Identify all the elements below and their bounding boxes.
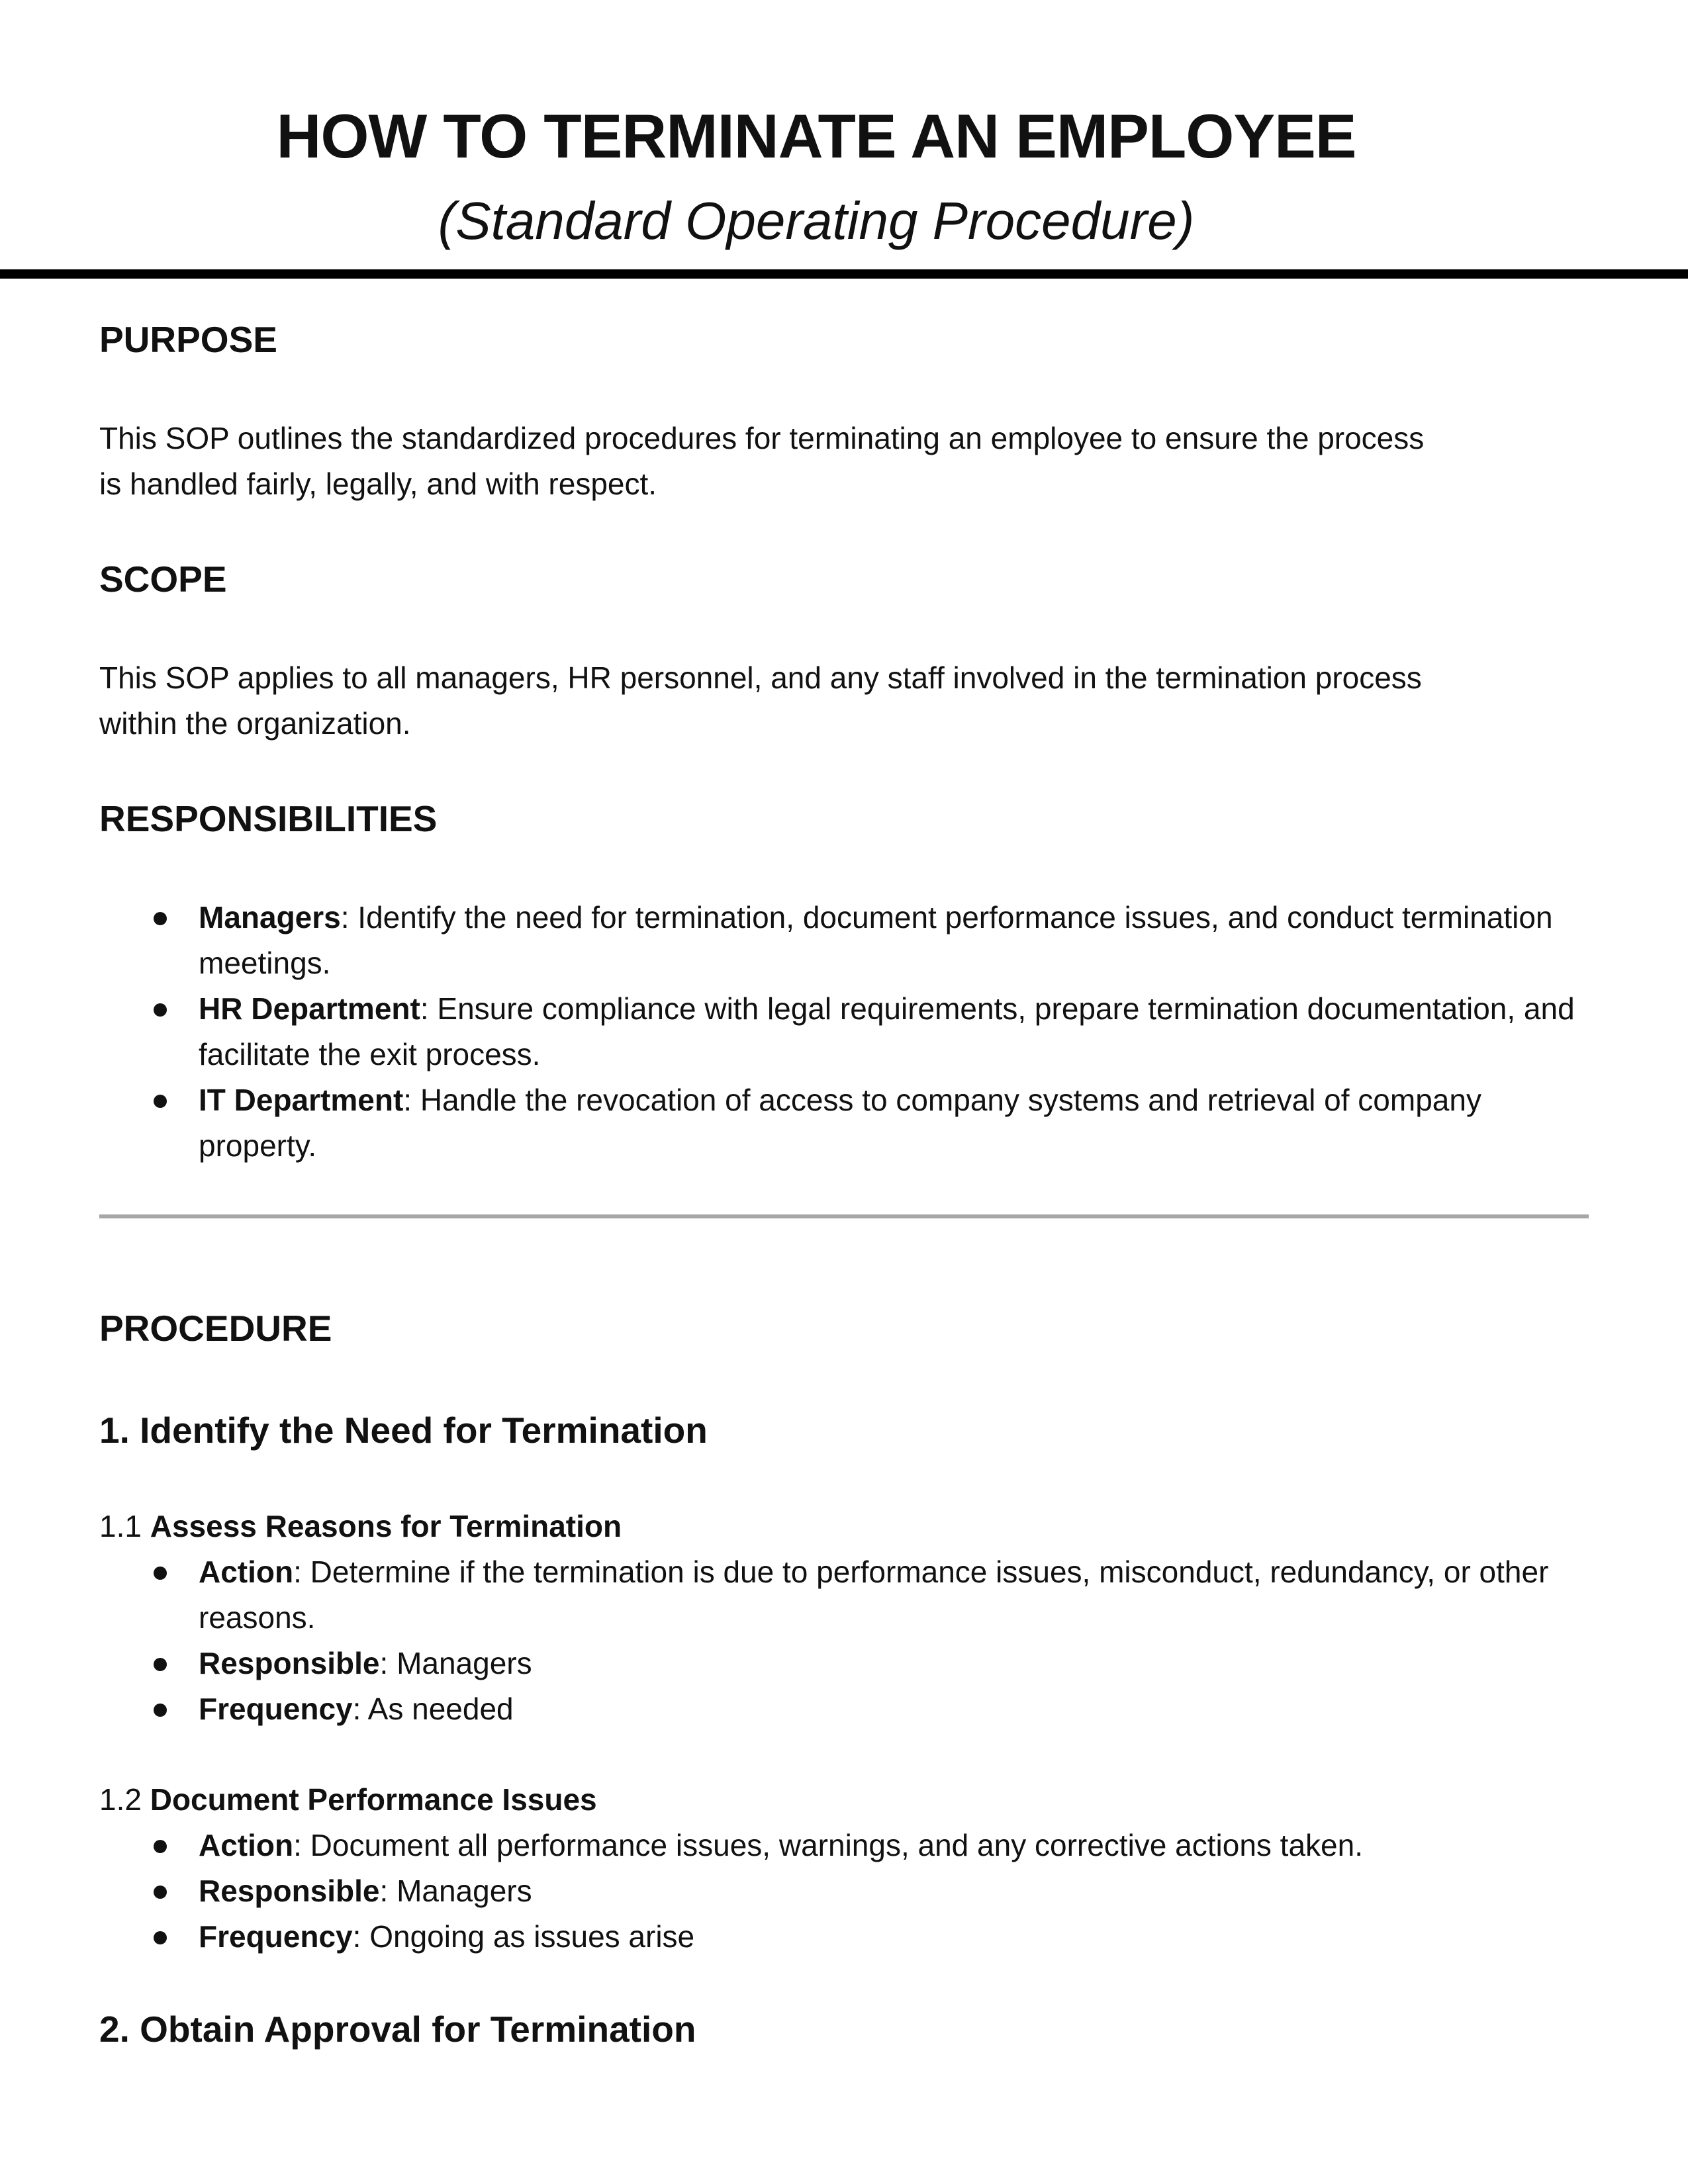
item-label: Responsible <box>199 1874 380 1908</box>
bullet-icon <box>154 1931 167 1944</box>
substep-number: 1.1 <box>99 1509 142 1543</box>
item-text: : Handle the revocation of access to company systems and retrieval of company property. <box>199 1083 1481 1163</box>
title-divider <box>0 269 1688 279</box>
bullet-icon <box>154 1095 167 1108</box>
bullet-icon <box>154 912 167 925</box>
list-item <box>0 1823 1602 1868</box>
item-label: HR Department <box>199 991 420 1026</box>
item-label: Action <box>199 1555 294 1589</box>
list-item <box>0 1077 1602 1169</box>
purpose-heading: PURPOSE <box>99 319 277 360</box>
document-subtitle: (Standard Operating Procedure) <box>438 191 1195 250</box>
bullet-icon <box>154 1704 167 1717</box>
list-item <box>0 1549 1602 1641</box>
item-label: Frequency <box>199 1692 353 1726</box>
item-label: Managers <box>199 900 341 934</box>
section-divider <box>99 1214 1589 1218</box>
item-text: : Managers <box>379 1646 532 1680</box>
substep-title: Assess Reasons for Termination <box>150 1509 622 1543</box>
list-item <box>0 1686 1602 1732</box>
purpose-text <box>99 416 1595 507</box>
bullet-icon <box>154 1658 167 1671</box>
scope-line-1: This SOP applies to all managers, HR personnel, and any staff involved in the termination process <box>99 660 1422 695</box>
responsibilities-list <box>0 895 1602 1169</box>
document-title: HOW TO TERMINATE AN EMPLOYEE <box>276 101 1356 171</box>
item-text: : Ensure compliance with legal requirements, prepare termination documentation, and facilitate the exit process. <box>199 991 1575 1071</box>
item-label: Responsible <box>199 1646 380 1680</box>
procedure-heading: PROCEDURE <box>99 1308 332 1349</box>
substep-title: Document Performance Issues <box>150 1782 597 1817</box>
bullet-icon <box>154 1886 167 1899</box>
substep-1-1-heading <box>99 1504 622 1549</box>
item-text: : Ongoing as issues arise <box>352 1919 695 1954</box>
item-text: : Determine if the termination is due to performance issues, misconduct, redundancy, or other reasons. <box>199 1555 1549 1635</box>
list-item <box>0 1641 1602 1686</box>
bullet-icon <box>154 1567 167 1580</box>
substep-1-1-list <box>0 1549 1602 1732</box>
item-label: Frequency <box>199 1919 353 1954</box>
list-item <box>0 1868 1602 1914</box>
substep-1-2-list <box>0 1823 1602 1960</box>
substep-number: 1.2 <box>99 1782 142 1817</box>
item-text: : Managers <box>379 1874 532 1908</box>
substep-1-2-heading <box>99 1777 597 1823</box>
responsibilities-heading: RESPONSIBILITIES <box>99 798 438 839</box>
step-2-heading: 2. Obtain Approval for Termination <box>99 2009 696 2050</box>
scope-text <box>99 655 1595 747</box>
step-1-heading: 1. Identify the Need for Termination <box>99 1410 708 1451</box>
bullet-icon <box>154 1003 167 1017</box>
list-item <box>0 1914 1602 1960</box>
item-label: Action <box>199 1828 294 1862</box>
item-text: : As needed <box>352 1692 514 1726</box>
list-item <box>0 986 1602 1077</box>
item-label: IT Department <box>199 1083 404 1117</box>
list-item <box>0 895 1602 986</box>
item-text: : Document all performance issues, warnings, and any corrective actions taken. <box>293 1828 1363 1862</box>
purpose-line-1: This SOP outlines the standardized procedures for terminating an employee to ensure the process <box>99 421 1425 455</box>
item-text: : Identify the need for termination, document performance issues, and conduct termination meetings. <box>199 900 1553 980</box>
purpose-line-2: is handled fairly, legally, and with respect. <box>99 467 657 501</box>
bullet-icon <box>154 1840 167 1853</box>
scope-line-2: within the organization. <box>99 706 411 741</box>
scope-heading: SCOPE <box>99 559 227 600</box>
